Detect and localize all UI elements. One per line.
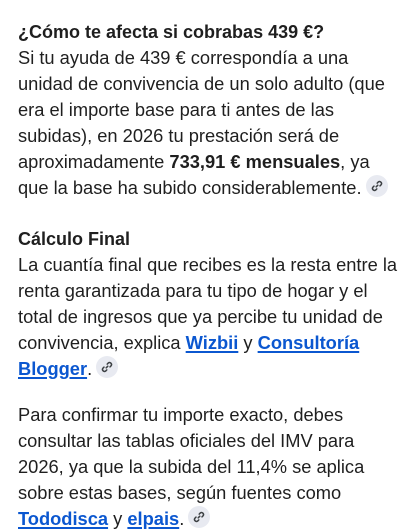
section-heading: ¿Cómo te afecta si cobrabas 439 €? (18, 22, 325, 42)
section-effect-439 (18, 0, 402, 201)
source-link-button[interactable] (366, 175, 388, 197)
section-paragraph (18, 45, 402, 201)
paragraph-text: La cuantía final que recibes es la resta entre la renta garantizada para tu tipo de hogar y el total de ingresos que ya percibe tu unidad de convivencia, explica (18, 254, 398, 353)
paragraph-text: Si tu ayuda de 439 € correspondía a una unidad de convivencia de un solo adulto (que era el importe base para ti antes de las subidas), en 2026 tu prestación será de aproximadamente (18, 47, 385, 172)
paragraph-text: y (108, 508, 128, 529)
section-paragraph (18, 402, 402, 532)
source-link-button[interactable] (96, 356, 118, 378)
link-icon (193, 511, 205, 523)
paragraph-text: y (238, 332, 258, 353)
source-link-button[interactable] (188, 506, 210, 528)
paragraph-text: . (179, 508, 185, 529)
paragraph-text: , ya que la base ha subido considerablemente. (18, 151, 370, 198)
highlighted-amount: 733,91 € mensuales (169, 151, 341, 172)
source-link-elpais[interactable]: elpais (127, 508, 180, 529)
paragraph-text: . (87, 358, 93, 379)
section-confirm-amount (18, 402, 402, 532)
link-icon (101, 361, 113, 373)
section-heading: Cálculo Final (18, 229, 131, 249)
source-link-wizbii[interactable]: Wizbii (185, 332, 239, 353)
section-paragraph (18, 252, 402, 382)
source-link-consultoria-blogger[interactable]: Consultoría Blogger (18, 332, 360, 379)
paragraph-text: Para confirmar tu importe exacto, debes consultar las tablas oficiales del IMV para 2026, ya que la subida del 11,4% se aplica sobre estas bases, según fuentes como (18, 404, 365, 503)
section-final-calculation (18, 226, 402, 382)
source-link-tododisca[interactable]: Tododisca (18, 508, 109, 529)
link-icon (371, 180, 383, 192)
